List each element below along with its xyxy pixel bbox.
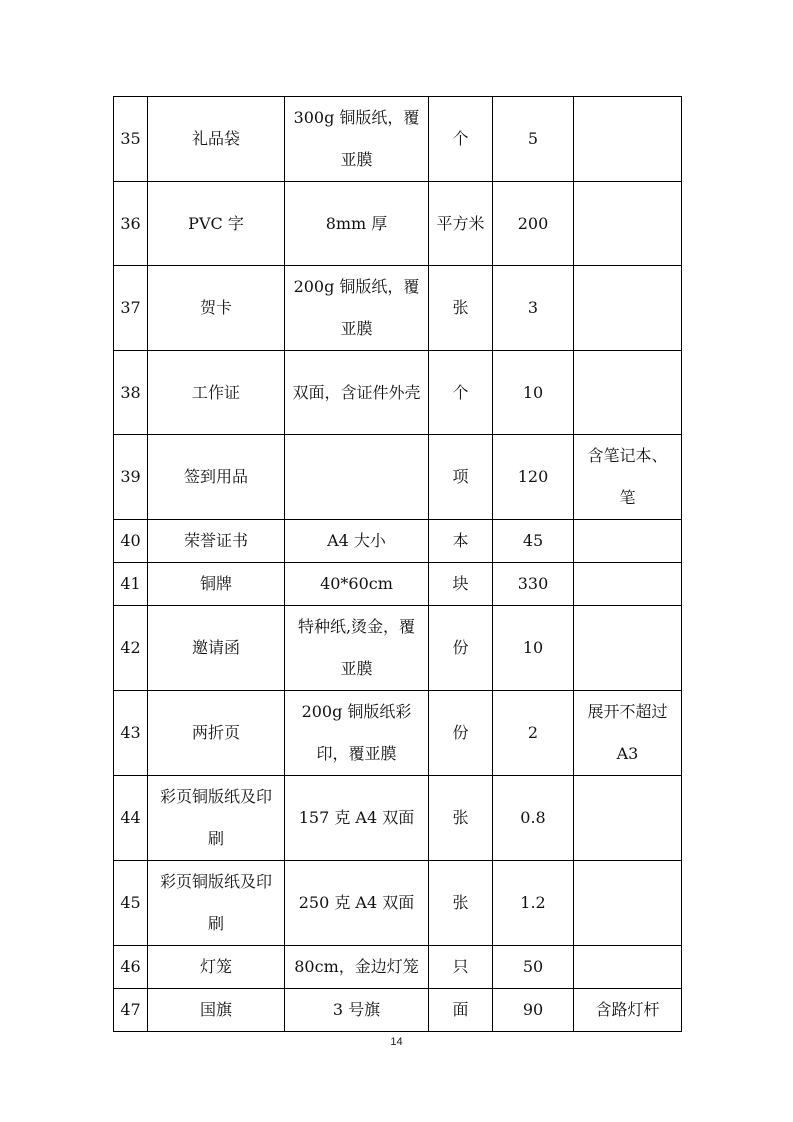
cell-spec: 157 克 A4 双面: [285, 776, 429, 861]
cell-qty: 0.8: [493, 776, 574, 861]
cell-spec: 80cm，金边灯笼: [285, 946, 429, 989]
table-row: [114, 351, 682, 435]
table-row: [114, 97, 682, 182]
cell-note: 展开不超过 A3: [574, 691, 682, 776]
cell-spec: 40*60cm: [285, 563, 429, 606]
items-table: [113, 96, 682, 1032]
table-row: [114, 563, 682, 606]
cell-unit: 平方米: [429, 182, 493, 266]
page-number: 14: [390, 1036, 403, 1048]
cell-qty: 330: [493, 563, 574, 606]
table-row: [114, 182, 682, 266]
cell-spec: 特种纸,烫金，覆亚膜: [285, 606, 429, 691]
cell-name: 灯笼: [148, 946, 285, 989]
cell-qty: 200: [493, 182, 574, 266]
cell-unit: 本: [429, 520, 493, 563]
cell-unit: 份: [429, 691, 493, 776]
cell-no: 40: [114, 520, 148, 563]
cell-note: [574, 563, 682, 606]
cell-qty: 5: [493, 97, 574, 182]
cell-no: 44: [114, 776, 148, 861]
cell-note: [574, 606, 682, 691]
table-row: [114, 946, 682, 989]
cell-unit: 个: [429, 351, 493, 435]
cell-qty: 90: [493, 989, 574, 1032]
cell-name: 彩页铜版纸及印刷: [148, 861, 285, 946]
cell-note: [574, 861, 682, 946]
cell-unit: 块: [429, 563, 493, 606]
cell-name: PVC 字: [148, 182, 285, 266]
cell-unit: 项: [429, 435, 493, 520]
cell-qty: 10: [493, 606, 574, 691]
cell-unit: 个: [429, 97, 493, 182]
cell-note: [574, 97, 682, 182]
cell-note: [574, 266, 682, 351]
cell-unit: 张: [429, 861, 493, 946]
cell-name: 贺卡: [148, 266, 285, 351]
cell-unit: 张: [429, 266, 493, 351]
cell-qty: 3: [493, 266, 574, 351]
table-row: [114, 520, 682, 563]
cell-qty: 50: [493, 946, 574, 989]
cell-name: 荣誉证书: [148, 520, 285, 563]
cell-unit: 张: [429, 776, 493, 861]
cell-no: 45: [114, 861, 148, 946]
cell-no: 42: [114, 606, 148, 691]
table-row: [114, 266, 682, 351]
cell-no: 47: [114, 989, 148, 1032]
cell-no: 37: [114, 266, 148, 351]
cell-spec: 300g 铜版纸，覆亚膜: [285, 97, 429, 182]
table-row: [114, 989, 682, 1032]
table-row: [114, 691, 682, 776]
cell-qty: 120: [493, 435, 574, 520]
cell-spec: 3 号旗: [285, 989, 429, 1032]
cell-no: 41: [114, 563, 148, 606]
cell-spec: 250 克 A4 双面: [285, 861, 429, 946]
cell-name: 铜牌: [148, 563, 285, 606]
cell-unit: 只: [429, 946, 493, 989]
cell-note: [574, 776, 682, 861]
cell-no: 38: [114, 351, 148, 435]
cell-unit: 份: [429, 606, 493, 691]
cell-unit: 面: [429, 989, 493, 1032]
cell-note: 含路灯杆: [574, 989, 682, 1032]
cell-note: [574, 520, 682, 563]
table-row: [114, 435, 682, 520]
cell-qty: 45: [493, 520, 574, 563]
cell-qty: 10: [493, 351, 574, 435]
cell-spec: [285, 435, 429, 520]
cell-spec: A4 大小: [285, 520, 429, 563]
cell-no: 39: [114, 435, 148, 520]
cell-no: 43: [114, 691, 148, 776]
cell-spec: 双面，含证件外壳: [285, 351, 429, 435]
cell-note: [574, 351, 682, 435]
cell-name: 工作证: [148, 351, 285, 435]
cell-name: 礼品袋: [148, 97, 285, 182]
cell-note: 含笔记本、笔: [574, 435, 682, 520]
table-row: [114, 776, 682, 861]
cell-no: 46: [114, 946, 148, 989]
cell-note: [574, 182, 682, 266]
cell-name: 两折页: [148, 691, 285, 776]
cell-qty: 1.2: [493, 861, 574, 946]
table-row: [114, 606, 682, 691]
cell-qty: 2: [493, 691, 574, 776]
table-row: [114, 861, 682, 946]
cell-name: 国旗: [148, 989, 285, 1032]
cell-no: 35: [114, 97, 148, 182]
cell-spec: 200g 铜版纸彩印，覆亚膜: [285, 691, 429, 776]
cell-spec: 200g 铜版纸，覆亚膜: [285, 266, 429, 351]
cell-name: 彩页铜版纸及印刷: [148, 776, 285, 861]
cell-no: 36: [114, 182, 148, 266]
cell-name: 邀请函: [148, 606, 285, 691]
cell-spec: 8mm 厚: [285, 182, 429, 266]
cell-note: [574, 946, 682, 989]
cell-name: 签到用品: [148, 435, 285, 520]
